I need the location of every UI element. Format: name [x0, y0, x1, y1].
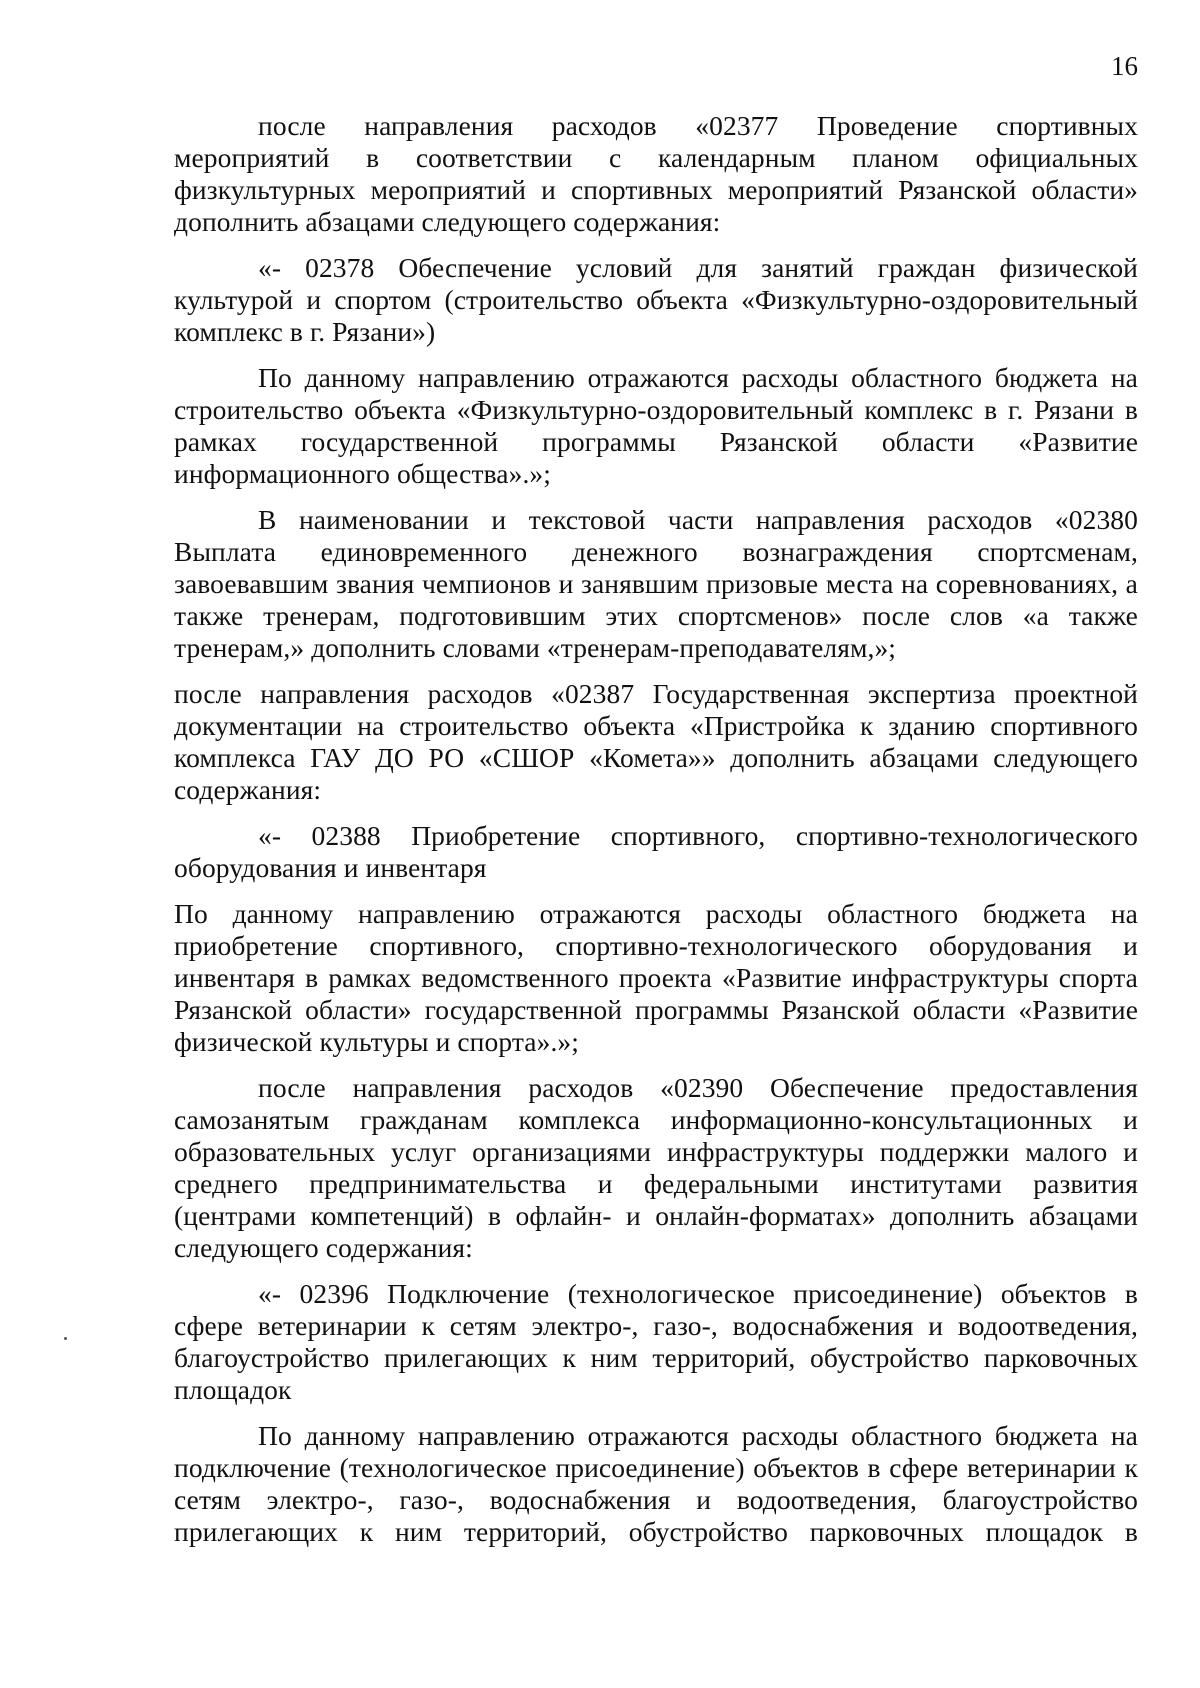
paragraph-02377-insertion: после направления расходов «02377 Проведение спортивных мероприятий в соответствии с календарным планом официальных физкультурных мероприятий и спортивных мероприятий Рязанской области» дополнить абзацами следующего содержания: — [174, 110, 1138, 237]
paragraph-02396-title: «- 02396 Подключение (технологическое присоединение) объектов в сфере ветеринарии к сетям электро-, газо-, водоснабжения и водоотведения, благоустройство прилегающих к ним территорий, обустройство парковочных площадок — [174, 1278, 1138, 1405]
document-body — [174, 110, 1138, 1562]
paragraph-02378-description: По данному направлению отражаются расходы областного бюджета на строительство объекта «Физкультурно-оздоровительный комплекс в г. Рязани в рамках государственной программы Рязанской области «Развитие информационного общества».»; — [174, 362, 1138, 489]
paragraph-02388-title: «- 02388 Приобретение спортивного, спортивно-технологического оборудования и инвентаря — [174, 820, 1138, 883]
paragraph-02380-amendment: В наименовании и текстовой части направления расходов «02380 Выплата единовременного денежного вознаграждения спортсменам, завоевавшим звания чемпионов и занявшим призовые места на соревнованиях, а также тренерам, подготовившим этих спортсменов» после слов «а также тренерам,» дополнить словами «тренерам-преподавателям,»; — [174, 504, 1138, 663]
paragraph-02390-insertion: после направления расходов «02390 Обеспечение предоставления самозанятым гражданам комплекса информационно-консультационных и образовательных услуг организациями инфраструктуры поддержки малого и среднего предпринимательства и федеральными институтами развития (центрами компетенций) в офлайн- и онлайн-форматах» дополнить абзацами следующего содержания: — [174, 1072, 1138, 1263]
scan-speck — [64, 1337, 67, 1340]
paragraph-02396-description: По данному направлению отражаются расходы областного бюджета на подключение (технологическое присоединение) объектов в сфере ветеринарии к сетям электро-, газо-, водоснабжения и водоотведения, благоустройство прилегающих к ним территорий, обустройство парковочных площадок в — [174, 1420, 1138, 1547]
paragraph-02378-title: «- 02378 Обеспечение условий для занятий граждан физической культурой и спортом (строительство объекта «Физкультурно-оздоровительный комплекс в г. Рязани») — [174, 252, 1138, 347]
paragraph-02387-insertion: после направления расходов «02387 Государственная экспертиза проектной документации на строительство объекта «Пристройка к зданию спортивного комплекса ГАУ ДО РО «СШОР «Комета»» дополнить абзацами следующего содержания: — [174, 678, 1138, 805]
paragraph-02388-description: По данному направлению отражаются расходы областного бюджета на приобретение спортивного, спортивно-технологического оборудования и инвентаря в рамках ведомственного проекта «Развитие инфраструктуры спорта Рязанской области» государственной программы Рязанской области «Развитие физической культуры и спорта».»; — [174, 898, 1138, 1057]
page-number: 16 — [1111, 51, 1138, 81]
